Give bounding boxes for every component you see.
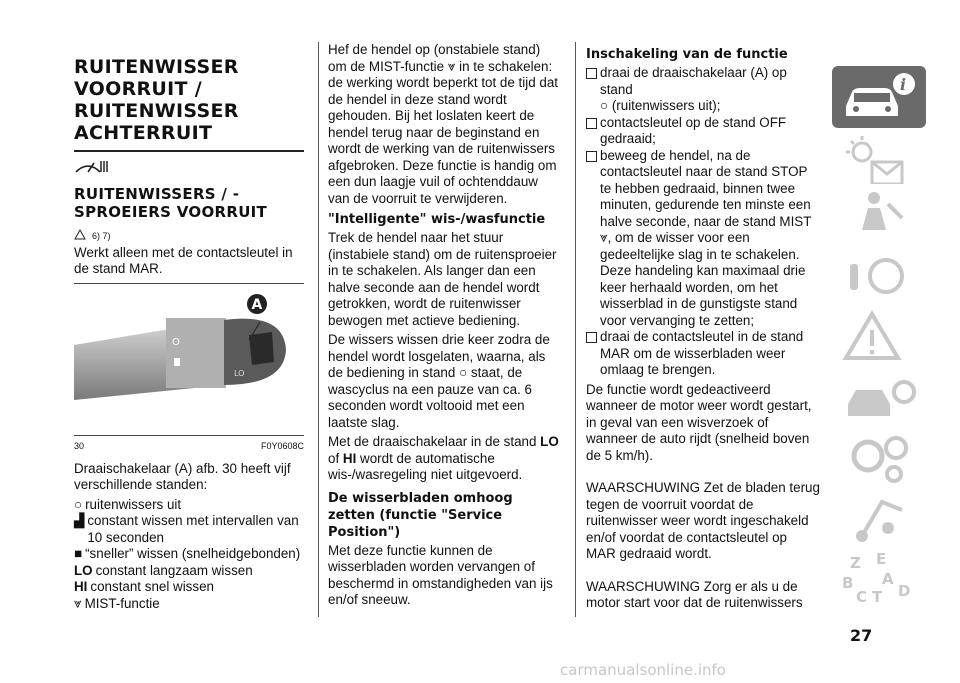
hi-symbol: HI [342,450,357,466]
step-text: beweeg de hendel, na de contactsleutel naar de stand STOP te hebben gedraaid, binnen twee minuten, gedurende ten minste een halve seconde, naar de stand MIST [600,147,812,229]
checkbox-icon [586,151,597,162]
list-item [74,596,304,613]
index-letter: E [876,550,887,568]
tab-emergency[interactable] [832,306,926,368]
heading-intelligent: "Intelligente" wis-/wasfunctie [328,212,546,227]
intro-text: Werkt alleen met de contactsleutel in de stand MAR. [74,244,293,276]
list-text: “sneller” wissen (snelheidgebonden) [85,546,301,561]
warning-2: WAARSCHUWING Zorg er als u de motor start voor dat de ruitenwissers [586,578,803,610]
figure-callout-a: A [251,296,263,313]
list-item [74,563,304,580]
warning-triangle-icon [74,227,86,245]
list-item [74,497,304,514]
list-text: constant snel wissen [90,579,214,594]
list-item [74,513,304,546]
para-service: Met deze functie kunnen de wisserbladen worden vervangen of beschermd in omstandigheden van ijs en/of sneeuw. [328,542,553,607]
list-item [74,579,304,596]
para-wash: Trek de hendel naar het stuur (instabiele stand) om de ruitensproeier in te schakelen. Als langer dan een halve seconde aan de hendel wordt getrokken, wordt de ruitenwisser bewogen met actieve bediening. [328,230,557,328]
list-text: MIST-functie [84,595,160,611]
step-text: contactsleutel op de stand OFF gedraaid; [600,114,787,146]
index-letter: A [882,570,894,588]
step-item [586,148,820,330]
index-letter: C [856,588,868,606]
step-text: draai de contactsleutel in de stand MAR om de wisserbladen weer omlaag te brengen. [600,329,804,377]
para-lohi: Met de draaischakelaar in de stand [328,434,537,449]
section-subtitle: RUITENWISSERS / -SPROEIERS VOORRUIT [74,184,268,221]
tab-car-info[interactable] [832,66,926,128]
para-deactivate: De functie wordt gedeactiveerd wanneer de motor weer wordt gestart, in geval van een wisverzoek of wanneer de auto rijdt (snelheid boven de 5 km/h). [586,381,812,463]
wiper-lamp-icon [74,158,304,181]
svg-text:LO: LO [234,368,245,378]
index-letter: Z [850,554,861,572]
text-of: of [328,450,340,466]
para-mist: Hef de hendel op (onstabiele stand) om de MIST-functie [328,42,541,74]
checkbox-icon [586,332,597,343]
title-rule [74,150,304,152]
lo-symbol: LO [540,434,559,449]
para-lohi-cont: wordt de automatische wis-/wasregeling niet uitgevoerd. [328,450,523,482]
para-wipe: De wissers wissen drie keer zodra de hendel wordt losgelaten, waarna, als de bediening in stand [328,332,550,380]
tab-index[interactable] [832,546,926,608]
svg-text:i: i [900,75,907,94]
circle-icon: ○ [74,496,83,512]
figure-code: F0Y0608C [260,440,304,451]
checkbox-icon [586,68,597,79]
tab-technical-data[interactable] [832,426,926,488]
column-divider [575,42,576,617]
para-switch: Draaischakelaar (A) afb. 30 heeft vijf verschillende standen: [74,460,291,492]
figure-bottom-rule [74,435,304,436]
tab-safety[interactable] [832,184,926,246]
list-item [74,546,304,563]
stalk-figure [74,290,304,430]
column-right [586,42,820,615]
mist-icon: ⩔ [600,230,608,245]
para-wipe-cont: staat, de wascyclus na een pauze van ca. 6 seconden wordt voltooid met een laatste slag. [328,365,532,430]
column-divider [318,42,319,617]
mist-icon: ⩔ [447,58,456,74]
circle-icon: ○ [600,98,609,113]
tab-multimedia[interactable] [832,488,926,550]
note-row [74,227,304,245]
list-text: constant wissen met intervallen van 10 seconden [87,513,299,545]
heading-service: De wisserbladen omhoog zetten (functie "Service Position") [328,490,513,540]
step-item [586,329,820,379]
index-letter: B [842,574,854,592]
page-number: 27 [850,626,873,645]
figure-number: 30 [74,440,85,451]
figure-caption [74,441,304,451]
lo-symbol: LO [74,562,93,578]
heading-activation: Inschakeling van de functie [586,47,788,62]
note-refs: 6) 7) [92,230,111,241]
figure-top-rule [74,283,304,284]
interval-icon: ▟ [74,513,85,528]
column-left [74,42,304,612]
sneller-icon: ■ [74,546,83,561]
checkbox-icon [586,118,597,129]
list-text: ruitenwissers uit [85,496,182,512]
list-text: constant langzaam wissen [95,562,253,578]
column-middle [328,42,562,612]
hi-symbol: HI [74,579,88,594]
step-text: , om de wisser voor een gedeeltelijke slag in te schakelen. Deze handeling kan maximaal drie keer herhaald worden, om het wisserblad in de gunstigste stand voor vervanging te zetten; [600,230,806,328]
step-text: draai de draaischakelaar (A) op stand [600,65,787,97]
tab-maintenance[interactable] [832,368,926,430]
para-mist-cont: in te schakelen: de werking wordt beperkt tot de tijd dat de hendel in deze stand wordt gehouden. Bij het loslaten keert de hendel terug naar de beginstand en wordt de werking van de ruitenwissers afgebroken. Deze functie is handig om een dun laagje vuil of ochtenddauw van de voorruit te verwijderen. [328,58,559,206]
index-letter: D [898,582,911,600]
step-item [586,115,820,148]
section-title: RUITENWISSER VOORRUIT / RUITENWISSER ACHTERRUIT [74,56,239,144]
circle-icon: ○ [459,365,468,380]
mist-icon: ⩔ [74,595,82,611]
svg-text:O: O [172,336,180,348]
step-text: (ruitenwissers uit); [611,98,721,113]
step-item [586,65,820,115]
tab-starting-driving[interactable] [832,244,926,306]
warning-1: WAARSCHUWING Zet de bladen terug tegen de voorruit voordat de ruitenwisser weer wordt ingeschakeld en/of voordat de contactsleutel op MAR gedraaid wordt. [586,480,820,561]
watermark: carmanualsonline.info [560,661,726,679]
index-letter: T [872,588,883,606]
